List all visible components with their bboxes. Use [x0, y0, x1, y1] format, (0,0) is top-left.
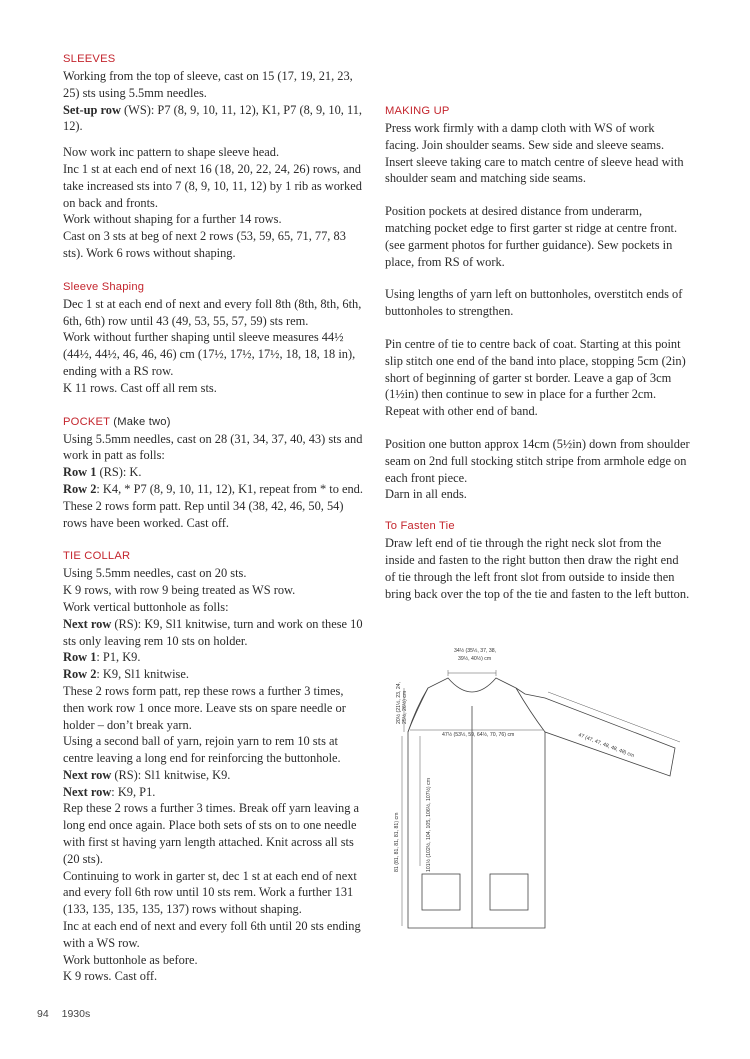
pocket-heading — [63, 415, 363, 430]
right-armhole — [516, 688, 545, 732]
row2-label: Row 2 — [63, 667, 97, 682]
tie-collar-p7: Continuing to work in garter st, dec 1 st at each end of next and every foll 6th row until 10 sts rem. Work a further 131 (133, 135, 135, 135, 137) rows without shaping. — [63, 868, 357, 917]
label-length-inner: 101½ (102½, 104, 105, 106½, 107½) cm — [426, 777, 432, 872]
sleeves-p4: Work without shaping for a further 14 rows. — [63, 212, 282, 227]
sleeve-shaping-p3: K 11 rows. Cast off all rem sts. — [63, 380, 217, 395]
making-up-p1: Press work firmly with a damp cloth with WS of work facing. Join shoulder seams. Sew side and sleeve seams. Insert sleeve taking care to match centre of sleeve head with shoulder seam and matching side seams. — [385, 121, 684, 186]
to-fasten-heading: To Fasten Tie — [385, 520, 455, 533]
making-up-p2: Position pockets at desired distance from underarm, matching pocket edge to first garter st ridge at centre front. (see garment photos for further guidance). Sew pockets in place, from RS of work. — [385, 204, 678, 269]
setup-row-label: Set-up row — [63, 102, 121, 117]
label-armhole-2: 25½, 26½) cm — [402, 690, 408, 724]
sleeve-shaping-p1: Dec 1 st at each end of next and every foll 8th (8th, 8th, 6th, 6th, 6th) row until 43 (49, 53, 55, 57, 59) sts rem. — [63, 296, 362, 328]
making-up-p6: Darn in all ends. — [385, 487, 467, 502]
next-row-text: (RS): K9, Sl1 knitwise, turn and work on these 10 sts only leaving rem 10 sts on holder. — [63, 616, 363, 648]
pocket-row2-text: : K4, * P7 (8, 9, 10, 11, 12), K1, repeat from * to end. — [96, 481, 363, 496]
setup-row-text: (WS): P7 (8, 9, 10, 11, 12), K1, P7 (8, 9, 10, 11, 12). — [63, 102, 362, 134]
sleeves-p1: Working from the top of sleeve, cast on 15 (17, 19, 21, 23, 25) sts using 5.5mm needles. — [63, 69, 353, 100]
next-row-3-text: : K9, P1. — [111, 784, 156, 799]
next-row-3-label: Next row — [63, 784, 112, 799]
making-up-p4: Pin centre of tie to centre back of coat. Starting at this point slip stitch one end of the band into place, stopping 5cm (2in) short of beginning of garter st border. Leave a gap of 3cm (1½in) then continue to sew in place for a further 2cm. Repeat with other end of band. — [385, 336, 686, 419]
page-footer — [37, 1008, 100, 1020]
label-chest: 47½ (53½, 59, 64½, 70, 76) cm — [442, 732, 515, 738]
sleeves-p3: Inc 1 st at each end of next 16 (18, 20, 22, 24, 26) rows, and take increased sts into 7 (8, 9, 10, 11, 12) by 1 rib as worked on back and fronts. — [63, 161, 362, 210]
pocket-p1: Using 5.5mm needles, cast on 28 (31, 34, 37, 40, 43) sts and work in patt as folls: — [63, 431, 363, 463]
tie-collar-p2: K 9 rows, with row 9 being treated as WS row. — [63, 583, 296, 598]
section-name: 1930s — [61, 1008, 91, 1020]
making-up-p3: Using lengths of yarn left on buttonholes, overstitch ends of buttonholes to strengthen. — [385, 287, 683, 319]
making-up-heading: MAKING UP — [385, 105, 450, 117]
tie-collar-p8: Inc at each end of next and every foll 6th until 20 sts ending with a WS row. — [63, 919, 361, 950]
sleeves-setup-row — [63, 102, 363, 136]
right-column — [385, 104, 691, 602]
pocket-row2 — [63, 481, 363, 498]
tie-collar-p10: K 9 rows. Cast off. — [63, 969, 158, 984]
label-neck-width-1: 34½ (35½, 37, 38, — [454, 648, 497, 654]
sleeve-shaping-heading: Sleeve Shaping — [63, 280, 145, 293]
tie-collar-p1: Using 5.5mm needles, cast on 20 sts. — [63, 566, 247, 581]
row1-label: Row 1 — [63, 650, 97, 665]
pocket-row1-label: Row 1 — [63, 465, 97, 480]
pocket-row1 — [63, 464, 363, 481]
sleeves-p5: Cast on 3 sts at beg of next 2 rows (53, 59, 65, 71, 77, 83 sts). Work 6 rows without shaping. — [63, 229, 346, 260]
pocket-row1-text: (RS): K. — [96, 465, 142, 480]
pocket-p2: These 2 rows form patt. Rep until 34 (38, 42, 46, 50, 54) rows have been worked. Cast off. — [63, 498, 344, 530]
next-row-2-label: Next row — [63, 767, 112, 782]
to-fasten-p1: Draw left end of tie through the right neck slot from the inside and fasten to the right button then draw the right end of tie through the left front slot from outside to inside then bring back over the top of the tie and fasten to the left button. — [385, 536, 690, 601]
tie-collar-p9: Work buttonhole as before. — [63, 952, 198, 967]
sleeve-shaping-p2: Work without further shaping until sleeve measures 44½ (44½, 44½, 46, 46, 46) cm (17½, 17½, 17½, 18, 18, 18 in), ending with a RS row. — [63, 330, 356, 378]
label-neck-width-2: 39½, 40½) cm — [458, 656, 492, 662]
coat-outline — [408, 678, 675, 928]
tie-collar-next-row-2 — [63, 767, 363, 784]
tie-collar-p6: Rep these 2 rows a further 3 times. Break off yarn leaving a long end once again. Place both sets of sts on to one needle with first st having yarn length attached. Knit across all sts (20 sts). — [63, 801, 360, 866]
sleeves-p2: Now work inc pattern to shape sleeve head. — [63, 145, 280, 160]
tie-collar-heading: TIE COLLAR — [63, 550, 131, 563]
pocket-row2-label: Row 2 — [63, 481, 97, 496]
left-pocket — [422, 874, 460, 910]
tie-collar-next-row — [63, 616, 363, 650]
tie-collar-p4: These 2 rows form patt, rep these rows a further 3 times, then work row 1 once more. Leave sts on spare needle or holder – don’t break yarn. — [63, 683, 346, 732]
making-up-p5: Position one button approx 14cm (5½in) down from shoulder seam on 2nd full stocking stitch stripe from armhole edge on each front piece. — [385, 436, 690, 485]
tie-collar-p5: Using a second ball of yarn, rejoin yarn to rem 10 sts at centre leaving a long end for reinforcing the buttonhole. — [63, 734, 341, 766]
left-column — [63, 52, 363, 985]
right-pocket — [490, 874, 528, 910]
garment-schematic — [390, 636, 710, 936]
label-length-outer: 81 (81, 81, 81, 81, 81) cm — [394, 812, 400, 872]
label-armhole-1: 20½ (21½, 23, 24, — [396, 681, 402, 724]
row1-text: : P1, K9. — [96, 650, 141, 665]
next-row-label: Next row — [63, 616, 112, 631]
pocket-heading-text: POCKET — [63, 415, 110, 428]
tie-collar-row2 — [63, 666, 363, 683]
tie-collar-row1 — [63, 649, 363, 666]
next-row-2-text: (RS): Sl1 knitwise, K9. — [111, 767, 231, 782]
label-sleeve: 47 (47, 47, 48, 48, 48) cm — [577, 732, 635, 760]
page-number: 94 — [37, 1008, 49, 1020]
tie-collar-next-row-3 — [63, 784, 363, 801]
tie-collar-p3: Work vertical buttonhole as folls: — [63, 599, 229, 614]
row2-text: : K9, Sl1 knitwise. — [96, 667, 189, 682]
sleeves-heading: SLEEVES — [63, 53, 116, 65]
pocket-heading-note: (Make two) — [110, 415, 171, 428]
